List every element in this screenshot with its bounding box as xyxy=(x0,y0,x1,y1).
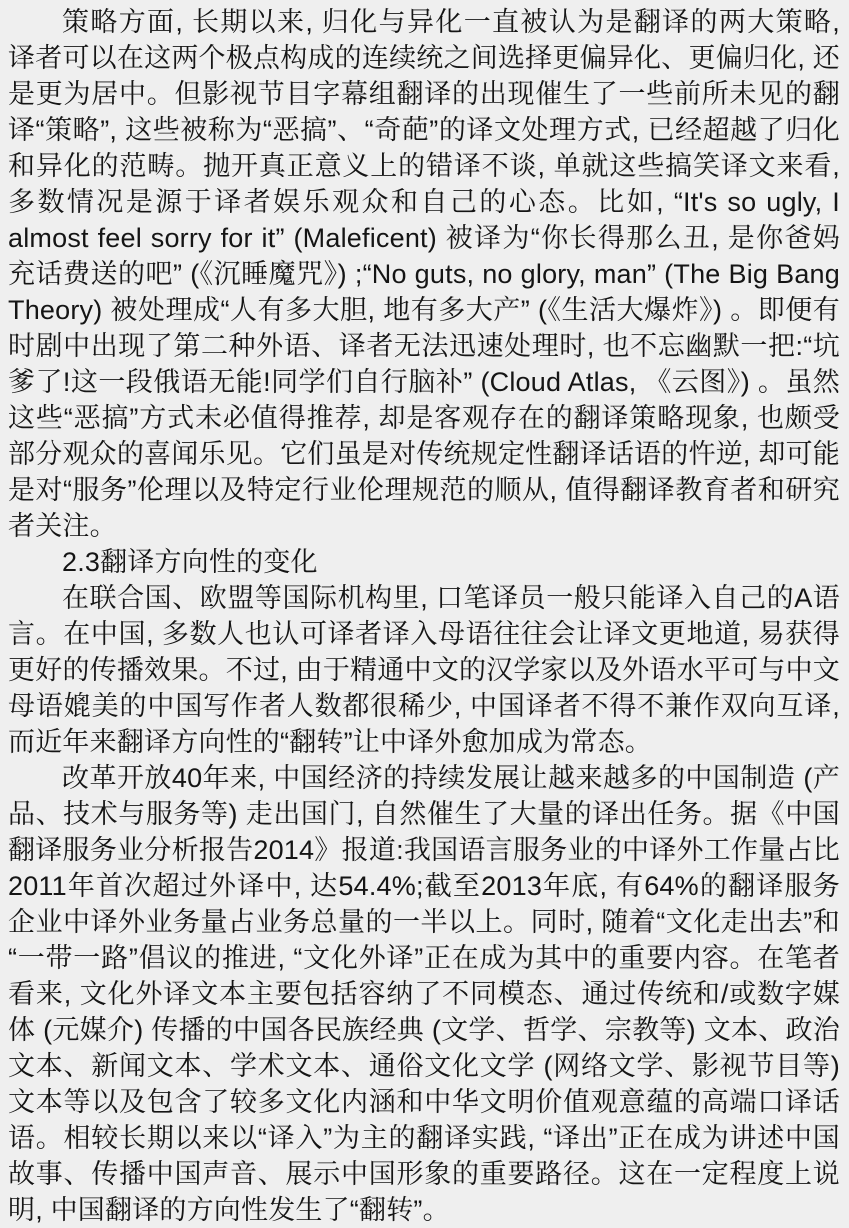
section-heading-2-3: 2.3翻译方向性的变化 xyxy=(62,547,318,577)
paragraph-reform-opening-40-years: 改革开放40年来, 中国经济的持续发展让越来越多的中国制造 (产品、技术与服务等) 走出国门, 自然催生了大量的译出任务。据《中国翻译服务业分析报告2014》报道:我国语言服务业的中译外工作量占比2011年首次超过外译中, 达54.4%;截至2013年底, 有64%的翻译服务企业中译外业务量占业务总量的一半以上。同时, 随着“文化走出去”和“一带一路”倡议的推进, “文化外译”正在成为其中的重要内容。在笔者看来, 文化外译文本主要包括容纳了不同模态、通过传统和/或数字媒体 (元媒介) 传播的中国各民族经典 (文学、哲学、宗教等) 文本、政治文本、新闻文本、学术文本、通俗文化文学 (网络文学、影视节目等) 文本等以及包含了较多文化内涵和中华文明价值观意蕴的高端口译话语。相较长期以来以“译入”为主的翻译实践, “译出”正在成为讲述中国故事、传播中国声音、展示中国形象的重要路径。这在一定程度上说明, 中国翻译的方向性发生了“翻转”。 xyxy=(8,763,840,1225)
paragraph-translation-strategies: 策略方面, 长期以来, 归化与异化一直被认为是翻译的两大策略, 译者可以在这两个极点构成的连续统之间选择更偏异化、更偏归化, 还是更为居中。但影视节目字幕组翻译的出现催生了一些前所未见的翻译“策略”, 这些被称为“恶搞”、“奇葩”的译文处理方式, 已经超越了归化和异化的范畴。抛开真正意义上的错译不谈, 单就这些搞笑译文来看, 多数情况是源于译者娱乐观众和自己的心态。比如, “It's so ugly, I almost feel sorry for it” (Maleficent) 被译为“你长得那么丑, 是你爸妈充话费送的吧” (《沉睡魔咒》) ;“No guts, no glory, man” (The Big Bang Theory) 被处理成“人有多大胆, 地有多大产” (《生活大爆炸》) 。即便有时剧中出现了第二种外语、译者无法迅速处理时, 也不忘幽默一把:“坑爹了!这一段俄语无能!同学们自行脑补” (Cloud Atlas, 《云图》) 。虽然这些“恶搞”方式未必值得推荐, 却是客观存在的翻译策略现象, 也颇受部分观众的喜闻乐见。它们虽是对传统规定性翻译话语的忤逆, 却可能是对“服务”伦理以及特定行业伦理规范的顺从, 值得翻译教育者和研究者关注。 xyxy=(8,7,840,541)
paragraph-directionality-institutions: 在联合国、欧盟等国际机构里, 口笔译员一般只能译入自己的A语言。在中国, 多数人也认可译者译入母语往往会让译文更地道, 易获得更好的传播效果。不过, 由于精通中文的汉学家以及外语水平可与中文母语媲美的中国写作者人数都很稀少, 中国译者不得不兼作双向互译, 而近年来翻译方向性的“翻转”让中译外愈加成为常态。 xyxy=(8,583,840,757)
